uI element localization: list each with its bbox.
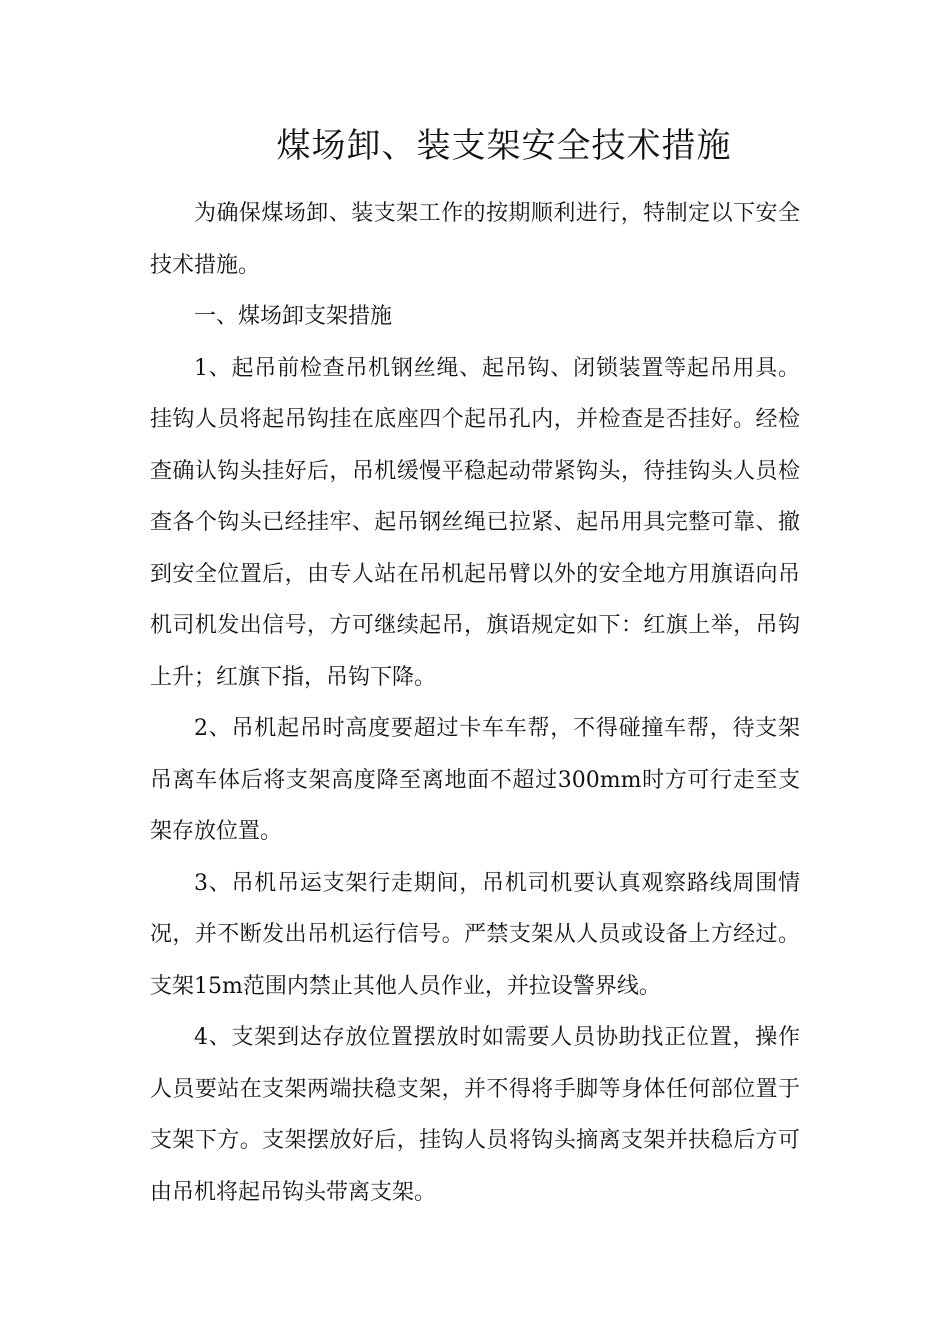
section-heading: 一、煤场卸支架措施 — [194, 304, 393, 329]
document-body — [150, 188, 800, 1218]
measure-item-3: 3、吊机吊运支架行走期间，吊机司机要认真观察路线周围情况，并不断发出吊机运行信号。严禁支架从人员或设备上方经过。支架15m范围内禁止其他人员作业，并拉设警界线。 — [150, 870, 800, 999]
measure-item-4: 4、支架到达存放位置摆放时如需要人员协助找正位置，操作人员要站在支架两端扶稳支架，并不得将手脚等身体任何部位置于支架下方。支架摆放好后，挂钩人员将钩头摘离支架并扶稳后方可由吊机将起吊钩头带离支架。 — [150, 1025, 800, 1205]
intro-paragraph: 为确保煤场卸、装支架工作的按期顺利进行，特制定以下安全技术措施。 — [150, 201, 800, 278]
document-title: 煤场卸、装支架安全技术措施 — [276, 126, 732, 166]
measure-item-1: 1、起吊前检查吊机钢丝绳、起吊钩、闭锁装置等起吊用具。挂钩人员将起吊钩挂在底座四个起吊孔内，并检查是否挂好。经检查确认钩头挂好后，吊机缓慢平稳起动带紧钩头，待挂钩头人员检查各个钩头已经挂牢、起吊钢丝绳已拉紧、起吊用具完整可靠、撤到安全位置后，由专人站在吊机起吊臂以外的安全地方用旗语向吊机司机发出信号，方可继续起吊，旗语规定如下：红旗上举，吊钩上升；红旗下指，吊钩下降。 — [150, 355, 800, 690]
measure-item-2: 2、吊机起吊时高度要超过卡车车帮，不得碰撞车帮，待支架吊离车体后将支架高度降至离地面不超过300mm时方可行走至支架存放位置。 — [150, 716, 800, 844]
